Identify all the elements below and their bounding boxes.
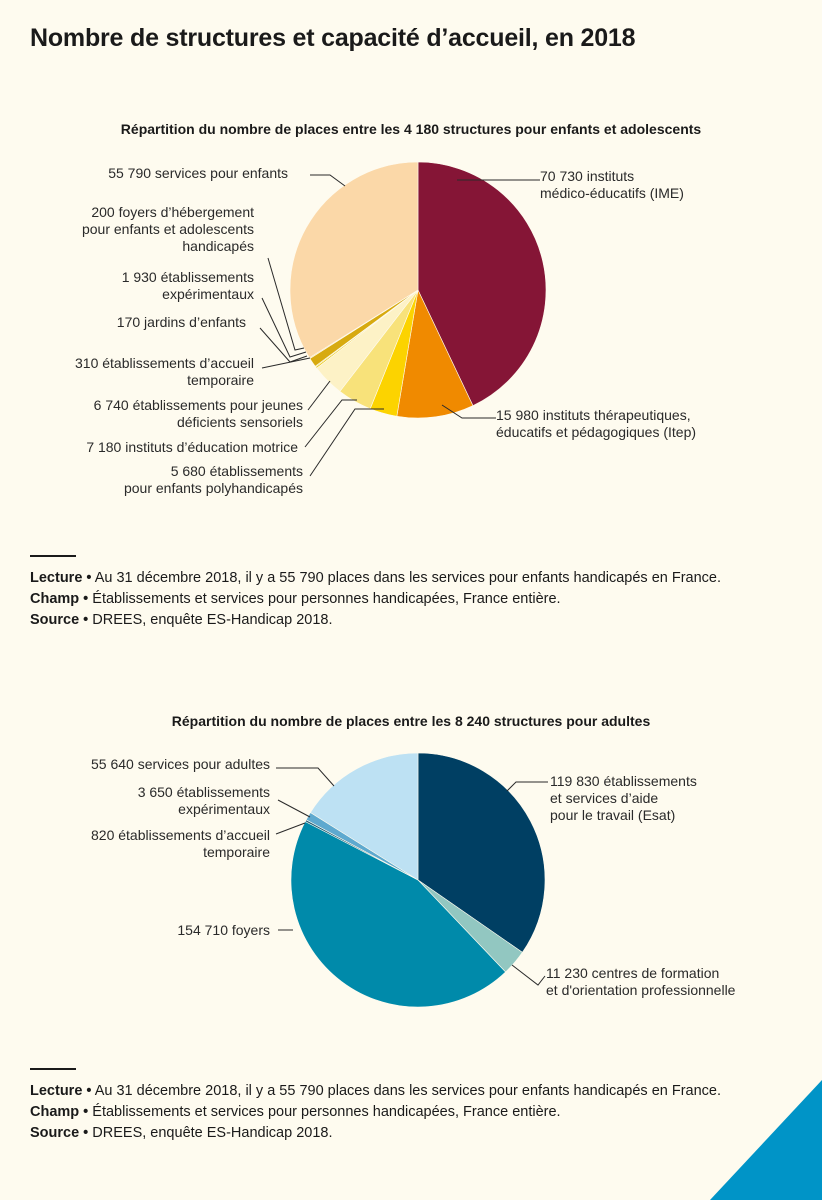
source-note: Source • DREES, enquête ES-Handicap 2018. [30, 612, 333, 628]
chart2-label-2: 154 710 foyers [177, 922, 270, 938]
chart1-label-5: 310 établissements d’accueil temporaire [75, 355, 254, 388]
lecture-note: Lecture • Au 31 décembre 2018, il y a 55 790 places dans les services pour enfants handicapés en France. [30, 1083, 722, 1099]
chart1-leader-5 [262, 358, 310, 368]
corner-triangle [702, 1080, 822, 1200]
chart1-pie [0, 140, 822, 520]
lecture-note: Lecture • Au 31 décembre 2018, il y a 55 790 places dans les services pour enfants handicapés en France. [30, 570, 722, 586]
champ-note: Champ • Établissements et services pour personnes handicapées, France entière. [30, 591, 561, 607]
page-title: Nombre de structures et capacité d’accueil, en 2018 [30, 24, 636, 52]
chart2-leader-1 [512, 965, 545, 985]
notes1-divider [30, 555, 76, 557]
chart2-leader-4 [278, 800, 310, 817]
chart1-label-7: 1 930 établissements expérimentaux [121, 269, 254, 302]
chart2-label-5: 55 640 services pour adultes [91, 756, 270, 772]
chart2-leader-0 [507, 782, 548, 791]
chart1-label-4: 6 740 établissements pour jeunes déficients sensoriels [93, 397, 303, 430]
notes2-divider [30, 1068, 76, 1070]
chart1-leader-2 [310, 409, 384, 476]
chart1-leader-9 [310, 175, 345, 186]
chart1-leader-4 [308, 381, 330, 410]
notes1 [30, 568, 770, 631]
chart2-label-3: 820 établissements d’accueil temporaire [91, 827, 270, 860]
chart2-label-0: 119 830 établissements et services d’aide pour le travail (Esat) [550, 773, 697, 823]
chart1-label-1: 15 980 instituts thérapeutiques, éducatifs et pédagogiques (Itep) [496, 407, 697, 440]
chart1-leader-3 [305, 400, 357, 447]
chart2-leader-5 [276, 768, 334, 786]
chart2-label-4: 3 650 établissements expérimentaux [137, 784, 270, 817]
chart1-title: Répartition du nombre de places entre les 4 180 structures pour enfants et adolescents [120, 121, 702, 137]
chart2-title: Répartition du nombre de places entre les 8 240 structures pour adultes [171, 713, 651, 729]
chart2-label-1: 11 230 centres de formation et d'orientation professionnelle [546, 965, 736, 998]
source-note: Source • DREES, enquête ES-Handicap 2018. [30, 1125, 333, 1141]
champ-note: Champ • Établissements et services pour personnes handicapées, France entière. [30, 1104, 561, 1120]
chart1-label-0: 70 730 instituts médico-éducatifs (IME) [540, 168, 684, 201]
chart1-label-3: 7 180 instituts d’éducation motrice [86, 439, 298, 455]
notes2 [30, 1081, 770, 1144]
chart1-label-8: 200 foyers d’hébergement pour enfants et adolescents handicapés [81, 204, 254, 254]
chart1-label-2: 5 680 établissements pour enfants polyhandicapés [123, 463, 303, 496]
chart1-label-6: 170 jardins d’enfants [116, 314, 246, 330]
chart1-label-9: 55 790 services pour enfants [108, 165, 288, 181]
chart2-pie [0, 735, 822, 1025]
